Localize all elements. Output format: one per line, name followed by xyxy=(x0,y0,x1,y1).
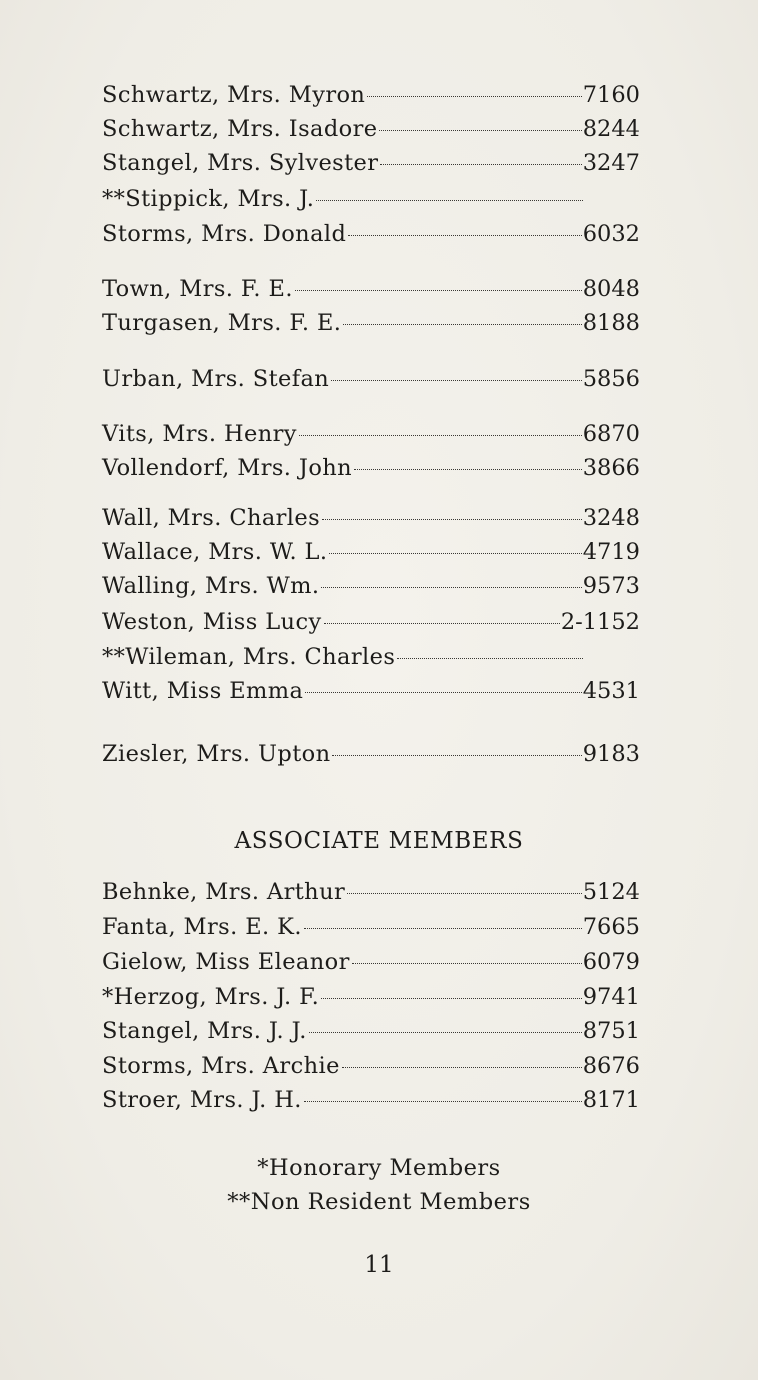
associate-number: 9741 xyxy=(582,984,640,1010)
associate-number: 6079 xyxy=(582,949,640,975)
dot-leader xyxy=(347,893,582,894)
member-name: Schwartz, Mrs. Isadore xyxy=(102,116,378,142)
associate-number: 8751 xyxy=(582,1018,640,1044)
associate-row xyxy=(102,1085,640,1115)
dot-leader xyxy=(304,928,582,929)
member-name: Schwartz, Mrs. Myron xyxy=(102,82,366,108)
member-row xyxy=(102,607,640,637)
page-number: 11 xyxy=(364,1252,394,1278)
dot-leader xyxy=(295,290,582,291)
associate-name: Stroer, Mrs. J. H. xyxy=(102,1087,302,1113)
member-number: 2-1152 xyxy=(560,609,640,635)
associate-name: Behnke, Mrs. Arthur xyxy=(102,879,346,905)
member-name: **Stippick, Mrs. J. xyxy=(102,186,315,212)
member-name: Witt, Miss Emma xyxy=(102,678,304,704)
dot-leader xyxy=(379,130,581,131)
member-number: 4531 xyxy=(582,678,640,704)
member-name: **Wileman, Mrs. Charles xyxy=(102,644,396,670)
member-row xyxy=(102,503,640,533)
dot-leader xyxy=(380,164,581,165)
member-row xyxy=(102,453,640,483)
dot-leader xyxy=(321,587,581,588)
member-row xyxy=(102,419,640,449)
member-number: 5856 xyxy=(582,366,640,392)
associate-number: 8171 xyxy=(582,1087,640,1113)
associate-row xyxy=(102,947,640,977)
dot-leader xyxy=(321,998,582,999)
dot-leader xyxy=(343,324,581,325)
member-row xyxy=(102,219,640,249)
member-name: Wallace, Mrs. W. L. xyxy=(102,539,328,565)
dot-leader xyxy=(332,755,581,756)
member-number: 4719 xyxy=(582,539,640,565)
honorary-members-note: *Honorary Members xyxy=(257,1155,501,1181)
associate-name: Stangel, Mrs. J. J. xyxy=(102,1018,307,1044)
member-row xyxy=(102,642,584,672)
member-name: Walling, Mrs. Wm. xyxy=(102,573,320,599)
member-name: Turgasen, Mrs. F. E. xyxy=(102,310,342,336)
member-row xyxy=(102,308,640,338)
dot-leader xyxy=(305,692,581,693)
member-number: 8244 xyxy=(582,116,640,142)
member-number: 6870 xyxy=(582,421,640,447)
member-row xyxy=(102,364,640,394)
member-name: Storms, Mrs. Donald xyxy=(102,221,347,247)
member-number: 9573 xyxy=(582,573,640,599)
dot-leader xyxy=(309,1032,582,1033)
member-number: 9183 xyxy=(582,741,640,767)
member-row xyxy=(102,676,640,706)
dot-leader xyxy=(352,963,582,964)
member-number: 3866 xyxy=(582,455,640,481)
dot-leader xyxy=(342,1067,582,1068)
associate-name: Gielow, Miss Eleanor xyxy=(102,949,350,975)
associate-number: 7665 xyxy=(582,914,640,940)
member-number: 3247 xyxy=(582,150,640,176)
member-name: Vits, Mrs. Henry xyxy=(102,421,297,447)
associate-row xyxy=(102,877,640,907)
dot-leader xyxy=(331,380,582,381)
dot-leader xyxy=(304,1101,582,1102)
dot-leader xyxy=(324,623,560,624)
dot-leader xyxy=(299,435,582,436)
member-row xyxy=(102,148,640,178)
member-row xyxy=(102,571,640,601)
associate-name: Fanta, Mrs. E. K. xyxy=(102,914,302,940)
member-number: 3248 xyxy=(582,505,640,531)
member-name: Wall, Mrs. Charles xyxy=(102,505,321,531)
associate-number: 8676 xyxy=(582,1053,640,1079)
dot-leader xyxy=(316,200,583,201)
member-row xyxy=(102,80,640,110)
dot-leader xyxy=(354,469,582,470)
member-row xyxy=(102,537,640,567)
dot-leader xyxy=(322,519,582,520)
member-name: Urban, Mrs. Stefan xyxy=(102,366,330,392)
associate-row xyxy=(102,1051,640,1081)
dot-leader xyxy=(348,235,581,236)
member-name: Town, Mrs. F. E. xyxy=(102,276,293,302)
non-resident-members-note: **Non Resident Members xyxy=(227,1189,531,1215)
associate-name: Storms, Mrs. Archie xyxy=(102,1053,340,1079)
member-name: Weston, Miss Lucy xyxy=(102,609,322,635)
associate-row xyxy=(102,1016,640,1046)
member-number: 8188 xyxy=(582,310,640,336)
associate-name: *Herzog, Mrs. J. F. xyxy=(102,984,320,1010)
associate-row xyxy=(102,912,640,942)
member-name: Vollendorf, Mrs. John xyxy=(102,455,353,481)
associate-members-heading: ASSOCIATE MEMBERS xyxy=(234,828,524,854)
member-row xyxy=(102,114,640,144)
member-number: 7160 xyxy=(582,82,640,108)
dot-leader xyxy=(397,658,583,659)
member-row xyxy=(102,184,584,214)
dot-leader xyxy=(367,96,581,97)
dot-leader xyxy=(329,553,581,554)
associate-number: 5124 xyxy=(582,879,640,905)
member-number: 8048 xyxy=(582,276,640,302)
associate-row xyxy=(102,982,640,1012)
member-number: 6032 xyxy=(582,221,640,247)
member-name: Stangel, Mrs. Sylvester xyxy=(102,150,379,176)
member-name: Ziesler, Mrs. Upton xyxy=(102,741,331,767)
member-row xyxy=(102,274,640,304)
member-row xyxy=(102,739,640,769)
